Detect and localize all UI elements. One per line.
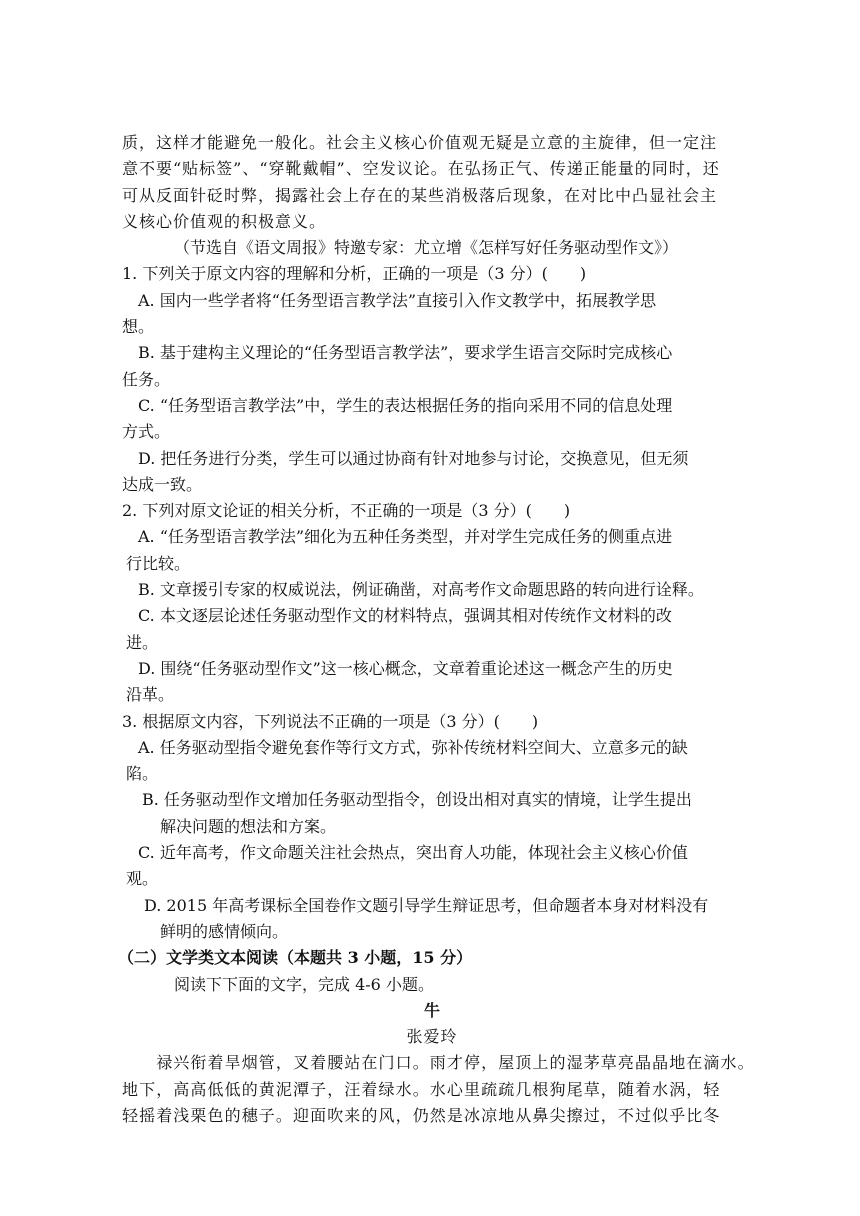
story-line: 轻摇着浅栗色的穗子。迎面吹来的风，仍然是冰凉地从鼻尖擦过，不过似乎比冬 — [122, 1105, 721, 1125]
question-2-option-c-cont: 进。 — [126, 632, 159, 652]
passage-line: 可从反面针砭时弊，揭露社会上存在的某些消极落后现象，在对比中凸显社会主 — [122, 185, 718, 205]
question-1-option-c: C. “任务型语言教学法”中，学生的表达根据任务的指向采用不同的信息处理 — [138, 395, 673, 415]
question-1-option-d: D. 把任务进行分类，学生可以通过协商有针对地参与讨论，交换意见，但无须 — [138, 448, 689, 468]
question-1-option-b: B. 基于建构主义理论的“任务型语言教学法”，要求学生语言交际时完成核心 — [138, 343, 673, 363]
section-intro: 阅读下下面的文字，完成 4-6 小题。 — [174, 974, 434, 994]
question-1-option-b-cont: 任务。 — [122, 369, 171, 389]
question-1-option-a: A. 国内一些学者将“任务型语言教学法”直接引入作文教学中，拓展教学思 — [138, 290, 657, 310]
story-title: 牛 — [423, 1000, 440, 1020]
story-line: 禄兴衔着旱烟管，叉着腰站在门口。雨才停，屋顶上的湿茅草亮晶晶地在滴水。 — [122, 1053, 755, 1073]
question-3-option-b-cont: 解决问题的想法和方案。 — [160, 816, 337, 836]
question-3-option-a: A. 任务驱动型指令避免套作等行文方式，弥补传统材料空间大、立意多元的缺 — [138, 737, 688, 757]
question-3-option-d: D. 2015 年高考课标全国卷作文题引导学生辩证思考，但命题者本身对材料没有 — [144, 895, 709, 915]
question-1-option-a-cont: 想。 — [122, 317, 155, 337]
passage-line: 意不要“贴标签”、“穿靴戴帽”、空发议论。在弘扬正气、传递正能量的同时，还 — [122, 159, 720, 179]
question-3-option-c-cont: 观。 — [126, 869, 159, 889]
passage-line: 质，这样才能避免一般化。社会主义核心价值观无疑是立意的主旋律，但一定注 — [122, 133, 718, 152]
question-3-option-b: B. 任务驱动型作文增加任务驱动型指令，创设出相对真实的情境，让学生提出 — [142, 790, 692, 810]
question-2-option-a: A. “任务型语言教学法”细化为五种任务类型，并对学生完成任务的侧重点进 — [138, 527, 673, 547]
question-2-option-d: D. 围绕“任务驱动型作文”这一核心概念，文章着重论述这一概念产生的历史 — [138, 658, 673, 678]
question-2-stem: 2. 下列对原文论证的相关分析，不正确的一项是（3 分）( ) — [122, 501, 571, 521]
question-1-option-c-cont: 方式。 — [122, 422, 171, 442]
question-3-option-d-cont: 鲜明的感情倾向。 — [160, 921, 289, 941]
passage-line: 义核心价值观的积极意义。 — [122, 211, 327, 231]
story-line: 地下，高高低低的黄泥潭子，汪着绿水。水心里疏疏几根狗尾草，随着水涡，轻 — [122, 1079, 721, 1099]
question-2-option-c: C. 本文逐层论述任务驱动型作文的材料特点，强调其相对传统作文材料的改 — [138, 606, 672, 626]
story-author: 张爱玲 — [406, 1027, 458, 1047]
question-3-option-a-cont: 陷。 — [126, 764, 159, 784]
question-3-option-c: C. 近年高考，作文命题关注社会热点，突出育人功能，体现社会主义核心价值 — [138, 843, 688, 863]
question-2-option-a-cont: 行比较。 — [126, 553, 191, 573]
question-2-option-d-cont: 沿革。 — [126, 685, 175, 705]
question-3-stem: 3. 根据原文内容，下列说法不正确的一项是（3 分）( ) — [122, 711, 539, 731]
source-citation: （节选自《语文周报》特邀专家：尤立增《怎样写好任务驱动型作文》） — [174, 238, 679, 258]
section-heading: （二）文学类文本阅读（本题共 3 小题，15 分） — [118, 948, 473, 968]
question-1-option-d-cont: 达成一致。 — [122, 474, 203, 494]
document-body — [118, 130, 755, 1129]
question-2-option-b: B. 文章援引专家的权威说法，例证确凿，对高考作文命题思路的转向进行诠释。 — [138, 580, 704, 600]
question-1-stem: 1. 下列关于原文内容的理解和分析，正确的一项是（3 分）( ) — [122, 264, 587, 284]
